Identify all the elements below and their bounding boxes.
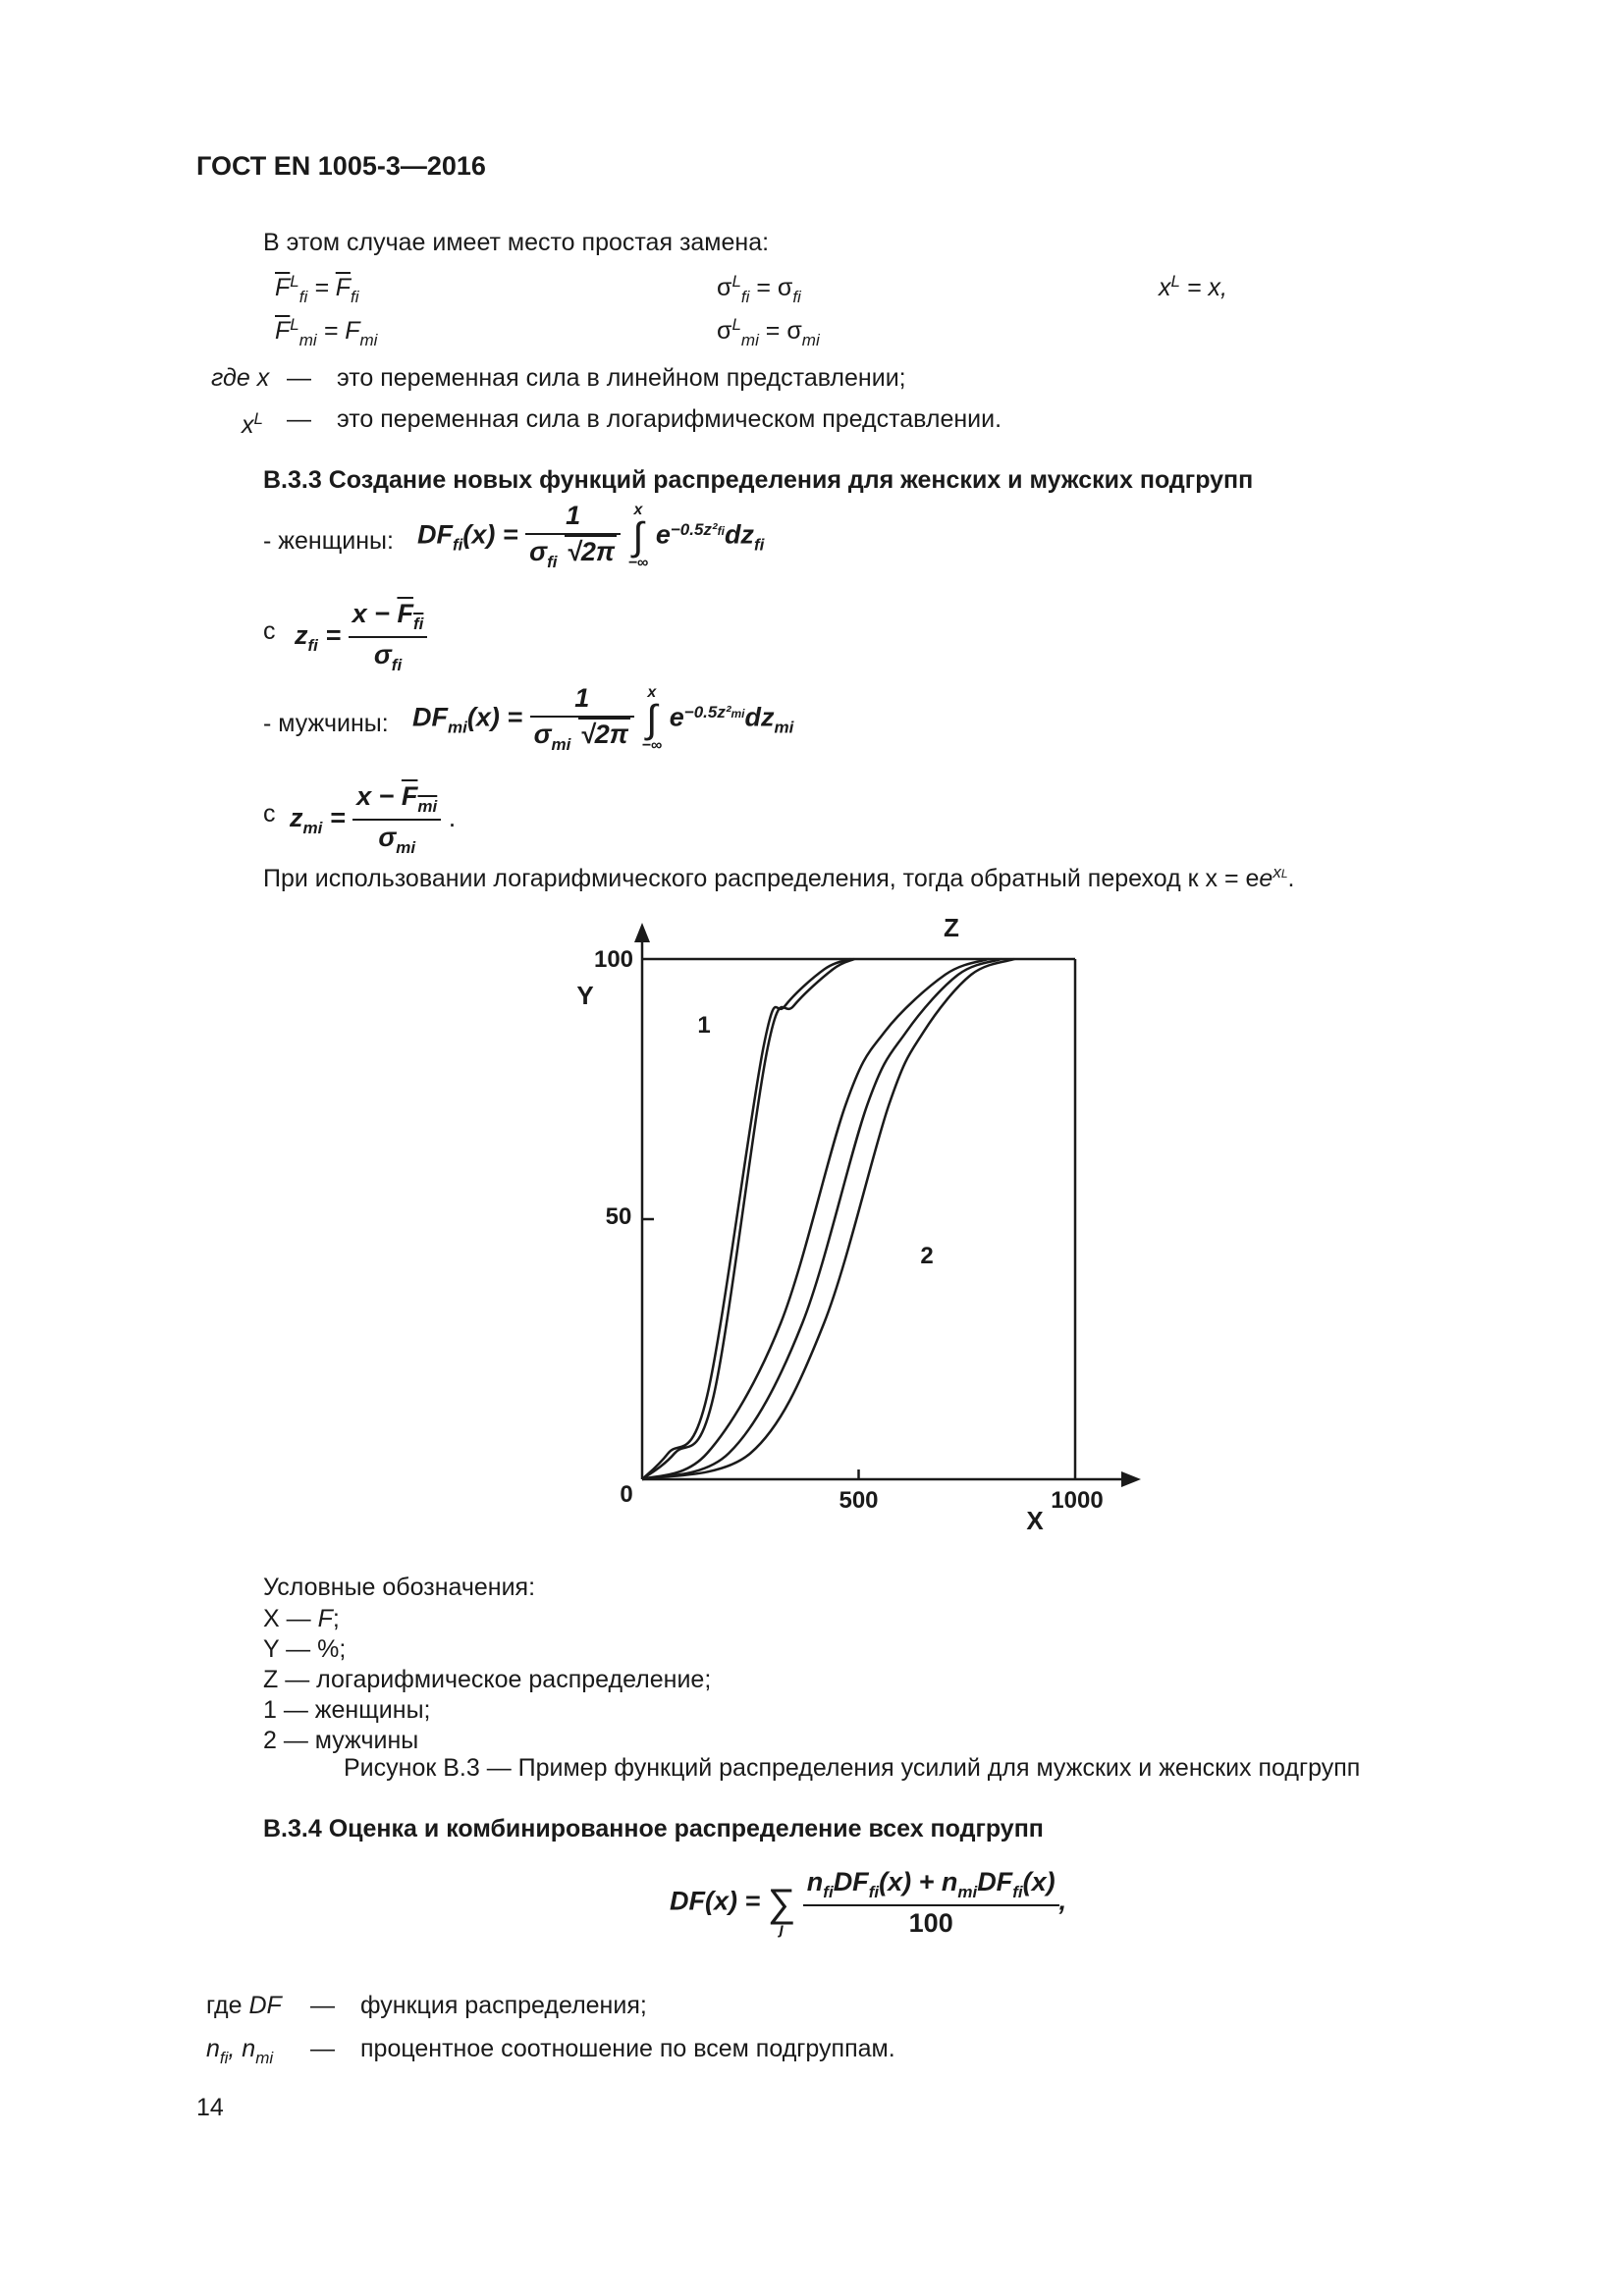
where-dash: — (287, 405, 311, 433)
formula-z-mi: $z_{mi}$ = $\frac{x - F_{mi}}{\sigma_{mi}}$ . (290, 781, 457, 857)
distribution-chart (550, 908, 1159, 1546)
formula-combined: DF(x) = ∑ j $\frac{n_{fi}DF_{fi}(x) + n_{mi}DF_{fi}(x)}{100}$ , (670, 1867, 1067, 1938)
section-heading-b33: B.3.3 Создание новых функций распределения для женских и мужских подгрупп (263, 466, 1254, 494)
y-tick-label: 50 (605, 1203, 632, 1230)
x-tick-label: 1000 (1051, 1487, 1104, 1514)
curve-label-1: 1 (697, 1012, 711, 1039)
formula-men-df: $DF_{mi}(x)$ = $\frac{1}{\sigma_{mi} √2\pi}$ x ∫ −∞ $e^{-0.5z^2mi}dz_{mi}$ (412, 683, 794, 754)
chart-axes (634, 923, 1141, 1487)
where-text-x: это переменная сила в линейном представлении; (337, 364, 906, 392)
where-dash: — (287, 364, 311, 392)
transition-text: При использовании логарифмического распределения, тогда обратный переход к $x = ee^{xL}$. (263, 863, 1295, 892)
page-number: 14 (196, 2094, 224, 2121)
where-text-xl: это переменная сила в логарифмическом представлении. (337, 405, 1002, 433)
x-axis-arrow (1121, 1471, 1141, 1487)
where-text-df: функция распределения; (360, 1992, 647, 2019)
where-dash: — (310, 1992, 335, 2019)
formula-prefix-women: - женщины: (263, 527, 394, 555)
legend-item: 2 — мужчины (263, 1727, 419, 1754)
document-id: ГОСТ EN 1005-3—2016 (196, 151, 486, 181)
legend-item: Y — %; (263, 1635, 347, 1663)
series-line-men (642, 959, 1001, 1479)
curve-label-2: 2 (920, 1243, 934, 1269)
legend-item: Z — логарифмическое распределение; (263, 1666, 712, 1693)
formula-z-fi: $z_{fi}$ = $\frac{x - F_{fi}}{\sigma_{fi}}$ (295, 599, 427, 675)
where-dash: — (310, 2035, 335, 2062)
where-symbol-x: где x (211, 364, 270, 392)
legend-title: Условные обозначения: (263, 1574, 536, 1601)
series-line-women (642, 959, 850, 1479)
x-axis-label: X (1026, 1506, 1044, 1535)
chart-labels (576, 913, 1103, 1535)
section-heading-b34: B.3.4 Оценка и комбинированное распределение всех подгрупп (263, 1815, 1044, 1842)
z-label: Z (944, 913, 959, 942)
series-line-women (642, 959, 854, 1479)
with-label: с (263, 800, 276, 828)
y-axis-arrow (634, 923, 650, 942)
intro-text: В этом случае имеет место простая замена: (263, 229, 770, 256)
legend-item: 1 — женщины; (263, 1696, 431, 1724)
where-symbol-n: $n_{fi}$, $n_{mi}$ (206, 2035, 274, 2067)
with-label: с (263, 617, 276, 645)
where-symbol-xl: $x^L$ (242, 409, 263, 439)
formula-women-df: $DF_{fi}(x)$ = $\frac{1}{\sigma_{fi} √2\pi}$ x ∫ −∞ $e^{-0.5z^2fi}dz_{fi}$ (417, 501, 765, 571)
legend-item: X — F; (263, 1605, 340, 1632)
where-text-n: процентное соотношение по всем подгруппам. (360, 2035, 895, 2062)
x-tick-label: 0 (620, 1481, 633, 1508)
y-tick-label: 100 (593, 946, 634, 973)
x-tick-label: 500 (839, 1487, 879, 1514)
formula-prefix-men: - мужчины: (263, 710, 389, 737)
series-line-men (642, 959, 989, 1479)
y-axis-label: Y (576, 981, 594, 1010)
where-symbol-df: где DF (206, 1992, 282, 2019)
figure-caption: Рисунок В.3 — Пример функций распределения усилий для мужских и женских подгрупп (344, 1754, 1361, 1782)
